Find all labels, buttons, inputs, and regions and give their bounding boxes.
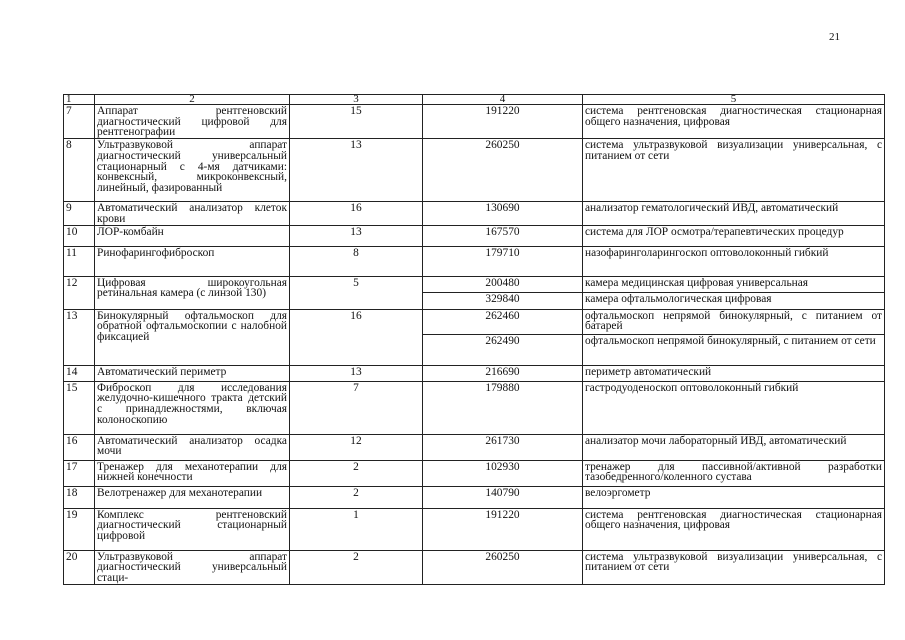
column-header: 3 xyxy=(290,95,423,105)
equipment-name: ЛОР-комбайн xyxy=(95,225,290,246)
nomenclature-description: камера офтальмологическая цифровая xyxy=(585,292,772,305)
nomenclature-description-cell xyxy=(583,276,885,309)
quantity-code: 16 xyxy=(290,309,423,365)
nomenclature-code-cell: 179710 xyxy=(423,246,583,276)
nomenclature-description-cell: система для ЛОР осмотра/терапевтических процедур xyxy=(583,225,885,246)
table-row xyxy=(64,550,885,584)
equipment-name: Велотренажер для механотерапии xyxy=(95,486,290,508)
table-row xyxy=(64,225,885,246)
nomenclature-code-cell: 260250 xyxy=(423,139,583,202)
quantity-code: 1 xyxy=(290,508,423,550)
quantity-code: 2 xyxy=(290,460,423,486)
nomenclature-code-cell: 260250 xyxy=(423,550,583,584)
quantity-code: 2 xyxy=(290,486,423,508)
nomenclature-code-cell xyxy=(423,276,583,309)
row-number: 7 xyxy=(64,105,95,139)
row-number: 19 xyxy=(64,508,95,550)
equipment-name: Ультразвуковой аппарат диагностический универсальный стаци- xyxy=(95,550,290,584)
nomenclature-description-cell: анализатор гематологический ИВД, автоматический xyxy=(583,202,885,225)
header-row xyxy=(64,95,885,105)
nomenclature-code-cell: 261730 xyxy=(423,434,583,460)
table-row xyxy=(64,486,885,508)
quantity-code: 8 xyxy=(290,246,423,276)
row-number: 9 xyxy=(64,202,95,225)
nomenclature-description-cell: система ультразвуковой визуализации универсальная, с питанием от сети xyxy=(583,550,885,584)
quantity-code: 15 xyxy=(290,105,423,139)
nomenclature-description: камера медицинская цифровая универсальная xyxy=(583,277,884,293)
equipment-name: Комплекс рентгеновский диагностический стационарный цифровой xyxy=(95,508,290,550)
equipment-name: Автоматический анализатор осадка мочи xyxy=(95,434,290,460)
nomenclature-code-cell: 191220 xyxy=(423,508,583,550)
nomenclature-code-cell: 130690 xyxy=(423,202,583,225)
table-row xyxy=(64,365,885,381)
nomenclature-description: офтальмоскоп непрямой бинокулярный, с питанием от батарей xyxy=(583,310,884,335)
nomenclature-code-cell: 102930 xyxy=(423,460,583,486)
equipment-name: Ультразвуковой аппарат диагностический универсальный стационарный с 4-мя датчиками: конвексный, микроконвексный, линейный, фазированный xyxy=(95,139,290,202)
nomenclature-description-cell: периметр автоматический xyxy=(583,365,885,381)
row-number: 12 xyxy=(64,276,95,309)
equipment-table xyxy=(63,94,885,585)
row-number: 10 xyxy=(64,225,95,246)
equipment-name: Тренажер для механотерапии для нижней конечности xyxy=(95,460,290,486)
nomenclature-description-cell: велоэргометр xyxy=(583,486,885,508)
equipment-name: Ринофарингофиброскоп xyxy=(95,246,290,276)
equipment-name: Автоматический периметр xyxy=(95,365,290,381)
quantity-code: 13 xyxy=(290,139,423,202)
equipment-name: Цифровая широкоугольная ретинальная камера (с линзой 130) xyxy=(95,276,290,309)
column-header: 2 xyxy=(95,95,290,105)
quantity-code: 7 xyxy=(290,381,423,434)
nomenclature-code: 262490 xyxy=(485,334,520,347)
quantity-code: 2 xyxy=(290,550,423,584)
row-number: 18 xyxy=(64,486,95,508)
equipment-name: Фиброскоп для исследования желудочно-кишечного тракта детский с принадлежностями, включая колоноскопию xyxy=(95,381,290,434)
nomenclature-code: 329840 xyxy=(485,292,520,305)
nomenclature-code-cell: 216690 xyxy=(423,365,583,381)
row-number: 14 xyxy=(64,365,95,381)
nomenclature-description-cell: назофаринголарингоскоп оптоволоконный гибкий xyxy=(583,246,885,276)
nomenclature-description-cell: анализатор мочи лабораторный ИВД, автоматический xyxy=(583,434,885,460)
table-row xyxy=(64,460,885,486)
quantity-code: 12 xyxy=(290,434,423,460)
nomenclature-code-cell: 179880 xyxy=(423,381,583,434)
nomenclature-code-cell: 191220 xyxy=(423,105,583,139)
nomenclature-code-cell xyxy=(423,309,583,365)
row-number: 17 xyxy=(64,460,95,486)
table-row xyxy=(64,246,885,276)
row-number: 20 xyxy=(64,550,95,584)
nomenclature-description-cell: система рентгеновская диагностическая стационарная общего назначения, цифровая xyxy=(583,105,885,139)
row-number: 11 xyxy=(64,246,95,276)
quantity-code: 13 xyxy=(290,365,423,381)
table-row xyxy=(64,276,885,309)
column-header: 1 xyxy=(64,95,95,105)
equipment-name: Бинокулярный офтальмоскоп для обратной офтальмоскопии с налобной фиксацией xyxy=(95,309,290,365)
page-number: 21 xyxy=(829,31,840,43)
nomenclature-description-cell: система ультразвуковой визуализации универсальная, с питанием от сети xyxy=(583,139,885,202)
column-header: 5 xyxy=(583,95,885,105)
row-number: 8 xyxy=(64,139,95,202)
nomenclature-description: офтальмоскоп непрямой бинокулярный, с питанием от сети xyxy=(585,334,876,347)
column-header: 4 xyxy=(423,95,583,105)
nomenclature-description-cell: тренажер для пассивной/активной разработки тазобедренного/коленного сустава xyxy=(583,460,885,486)
quantity-code: 13 xyxy=(290,225,423,246)
table-row xyxy=(64,309,885,365)
nomenclature-code-cell: 167570 xyxy=(423,225,583,246)
nomenclature-description-cell xyxy=(583,309,885,365)
nomenclature-code-cell: 140790 xyxy=(423,486,583,508)
table-row xyxy=(64,139,885,202)
quantity-code: 16 xyxy=(290,202,423,225)
table-row xyxy=(64,508,885,550)
row-number: 13 xyxy=(64,309,95,365)
table-row xyxy=(64,434,885,460)
table-row xyxy=(64,105,885,139)
nomenclature-code: 200480 xyxy=(423,277,582,293)
table-row xyxy=(64,202,885,225)
equipment-name: Автоматический анализатор клеток крови xyxy=(95,202,290,225)
nomenclature-description-cell: система рентгеновская диагностическая стационарная общего назначения, цифровая xyxy=(583,508,885,550)
nomenclature-description-cell: гастродуоденоскоп оптоволоконный гибкий xyxy=(583,381,885,434)
nomenclature-code: 262460 xyxy=(423,310,582,335)
row-number: 15 xyxy=(64,381,95,434)
row-number: 16 xyxy=(64,434,95,460)
table-row xyxy=(64,381,885,434)
quantity-code: 5 xyxy=(290,276,423,309)
equipment-name: Аппарат рентгеновский диагностический цифровой для рентгенографии xyxy=(95,105,290,139)
